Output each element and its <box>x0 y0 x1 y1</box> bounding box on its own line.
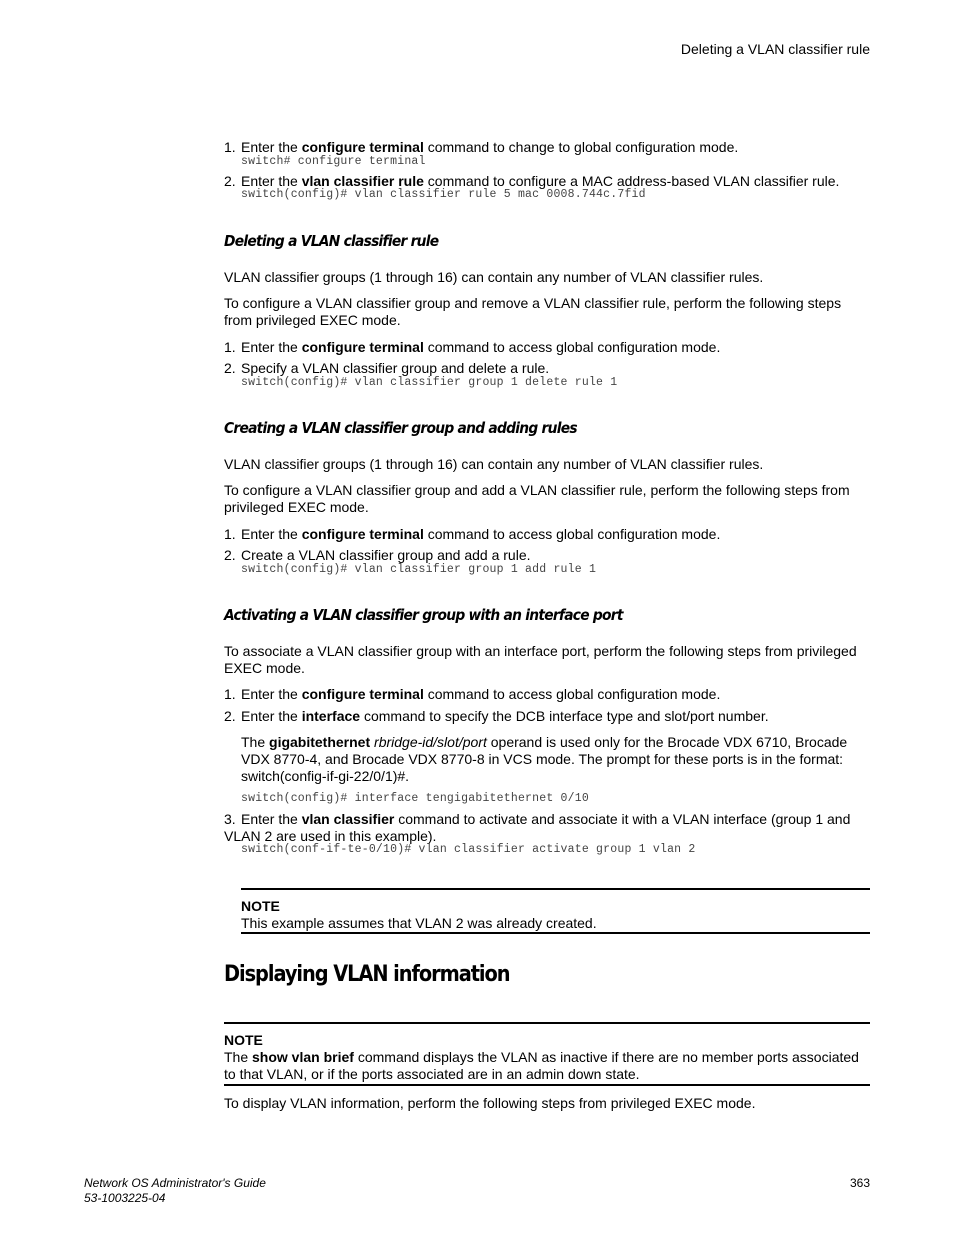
code-sample: switch(conf-if-te-0/10)# vlan classifier activate group 1 vlan 2 <box>241 843 696 856</box>
step-number: 1. <box>224 686 236 702</box>
operand-note: The gigabitethernet rbridge-id/slot/port operand is used only for the Brocade VDX 6710, Brocade VDX 8770-4, and Brocade VDX 8770-8 in VCS mode. The prompt for these ports is in the format: switch(config-if-gi-22/0/1)#. <box>241 734 848 784</box>
paragraph: VLAN classifier groups (1 through 16) can contain any number of VLAN classifier rules. <box>224 269 764 285</box>
code-sample: switch(config)# vlan classifier rule 5 mac 0008.744c.7fid <box>241 188 646 201</box>
command-name: configure terminal <box>301 339 424 355</box>
page-number: 363 <box>849 1176 870 1190</box>
delete-step-2: 2. Specify a VLAN classifier group and delete a rule. <box>224 360 550 376</box>
section-heading-create: Creating a VLAN classifier group and adding rules <box>224 419 577 437</box>
paragraph: To associate a VLAN classifier group with an interface port, perform the following steps from privileged EXEC mode. <box>224 643 857 676</box>
activate-step-1: 1. Enter the configure terminal command to access global configuration mode. <box>224 686 721 702</box>
step-number: 1. <box>224 526 236 542</box>
note-top-rule <box>241 888 870 890</box>
command-name: vlan classifier rule <box>301 173 424 189</box>
paragraph: VLAN classifier groups (1 through 16) can contain any number of VLAN classifier rules. <box>224 456 764 472</box>
step-number: 2. <box>224 360 236 376</box>
step-number: 1. <box>224 339 236 355</box>
code-sample: switch(config)# vlan classifier group 1 delete rule 1 <box>241 376 618 389</box>
section-heading-display: Displaying VLAN information <box>224 962 510 987</box>
step-number: 1. <box>224 139 236 155</box>
command-name: show vlan brief <box>252 1049 354 1065</box>
note-label: NOTE <box>241 898 280 914</box>
create-step-2: 2. Create a VLAN classifier group and add a rule. <box>224 547 531 563</box>
note-text: The show vlan brief command displays the VLAN as inactive if there are no member ports associated to that VLAN, or if the ports associated are in an admin down state. <box>224 1049 859 1082</box>
note-text: This example assumes that VLAN 2 was already created. <box>241 915 597 931</box>
code-sample: switch(config)# vlan classifier group 1 add rule 1 <box>241 563 597 576</box>
step-number: 2. <box>224 708 236 724</box>
command-name: interface <box>301 708 361 724</box>
step-number: 2. <box>224 173 236 189</box>
note-bottom-rule <box>224 1084 870 1086</box>
intro-step-2: 2. Enter the vlan classifier rule command to configure a MAC address-based VLAN classifier rule. <box>224 173 840 189</box>
code-sample: switch(config)# interface tengigabitethernet 0/10 <box>241 792 589 805</box>
note-top-rule <box>224 1022 870 1024</box>
step-number: 2. <box>224 547 236 563</box>
note-bottom-rule <box>241 932 870 934</box>
delete-step-1: 1. Enter the configure terminal command to access global configuration mode. <box>224 339 721 355</box>
footer-title: Network OS Administrator's Guide <box>84 1176 266 1190</box>
code-sample: switch# configure terminal <box>241 155 426 168</box>
command-name: configure terminal <box>301 686 424 702</box>
command-name: configure terminal <box>301 139 424 155</box>
command-name: configure terminal <box>301 526 424 542</box>
paragraph: To configure a VLAN classifier group and add a VLAN classifier rule, perform the following steps from privileged EXEC mode. <box>224 482 850 515</box>
create-step-1: 1. Enter the configure terminal command to access global configuration mode. <box>224 526 721 542</box>
section-heading-delete: Deleting a VLAN classifier rule <box>224 232 439 250</box>
step-number: 3. <box>224 811 236 827</box>
operand-argument: rbridge-id/slot/port <box>374 734 487 750</box>
operand-name: gigabitethernet <box>269 734 371 750</box>
footer-docnum: 53-1003225-04 <box>84 1191 166 1205</box>
intro-step-1: 1. Enter the configure terminal command to change to global configuration mode. <box>224 139 739 155</box>
section-heading-activate: Activating a VLAN classifier group with an interface port <box>224 606 623 624</box>
note-label: NOTE <box>224 1032 263 1048</box>
activate-step-3: 3. Enter the vlan classifier command to activate and associate it with a VLAN interface (group 1 and VLAN 2 are used in this example). <box>224 811 851 844</box>
paragraph: To display VLAN information, perform the following steps from privileged EXEC mode. <box>224 1095 756 1111</box>
command-name: vlan classifier <box>301 811 395 827</box>
running-header: Deleting a VLAN classifier rule <box>680 41 870 57</box>
activate-step-2: 2. Enter the interface command to specify the DCB interface type and slot/port number. <box>224 708 769 724</box>
paragraph: To configure a VLAN classifier group and remove a VLAN classifier rule, perform the following steps from privileged EXEC mode. <box>224 295 842 328</box>
